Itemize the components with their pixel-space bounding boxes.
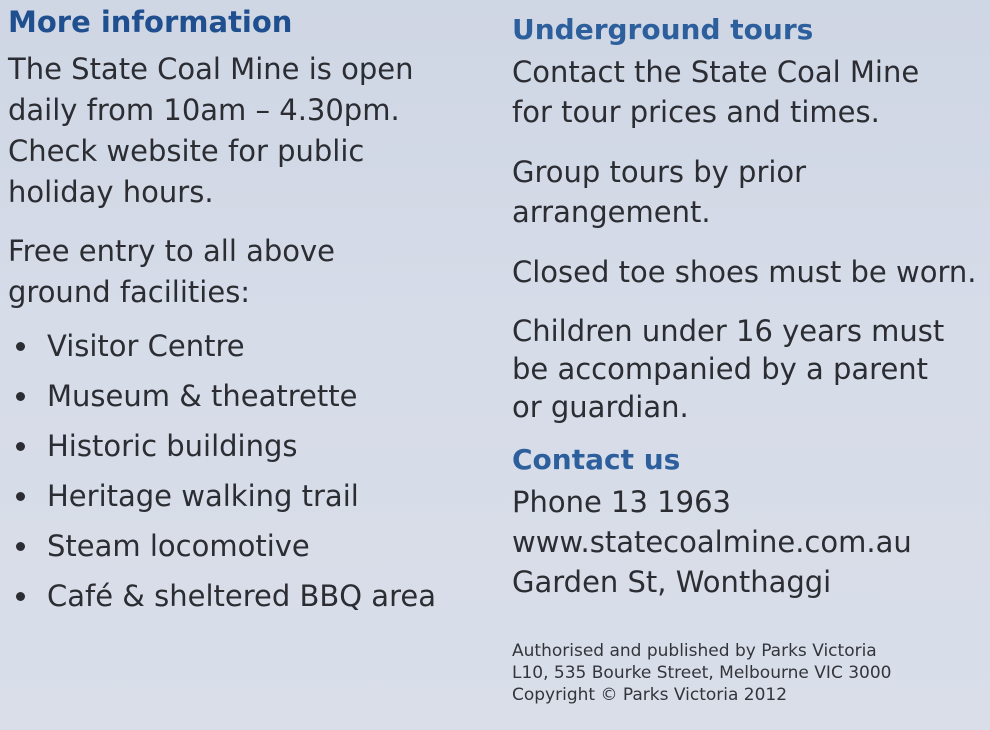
footer-copyright: Copyright © Parks Victoria 2012	[512, 685, 788, 706]
phone-number: Phone 13 1963	[512, 485, 731, 520]
list-item	[8, 571, 478, 621]
free-entry-text: Free entry to all above ground facilities:	[8, 234, 336, 310]
list-item	[8, 521, 478, 571]
children-text: Children under 16 years must be accompanied by a parent or guardian.	[512, 314, 945, 425]
facility-label: Steam locomotive	[47, 529, 310, 564]
footer-authorised: Authorised and published by Parks Victoria	[512, 641, 877, 662]
more-information-section	[8, 6, 478, 621]
list-item	[8, 421, 478, 471]
footer-address: L10, 535 Bourke Street, Melbourne VIC 3000	[512, 663, 892, 684]
shoes-text: Closed toe shoes must be worn.	[512, 255, 977, 290]
bullet-icon	[16, 442, 25, 451]
bullet-icon	[16, 592, 25, 601]
tour-contact-text: Contact the State Coal Mine for tour prices and times.	[512, 55, 920, 130]
contact-us-heading: Contact us	[512, 443, 681, 477]
facilities-list	[8, 321, 478, 621]
address-text: Garden St, Wonthaggi	[512, 565, 832, 600]
tours-and-contact-section	[512, 14, 990, 706]
website-link[interactable]: www.statecoalmine.com.au	[512, 525, 912, 560]
facility-label: Historic buildings	[47, 429, 298, 464]
list-item	[8, 371, 478, 421]
group-tours-text: Group tours by prior arrangement.	[512, 155, 807, 230]
list-item	[8, 321, 478, 371]
opening-hours-text: The State Coal Mine is open daily from 10am – 4.30pm. Check website for public holiday hours.	[8, 52, 414, 210]
more-information-heading: More information	[8, 5, 293, 39]
facility-label: Museum & theatrette	[47, 379, 358, 414]
bullet-icon	[16, 392, 25, 401]
facility-label: Visitor Centre	[47, 329, 245, 364]
facility-label: Café & sheltered BBQ area	[47, 579, 436, 614]
bullet-icon	[16, 492, 25, 501]
list-item	[8, 471, 478, 521]
bullet-icon	[16, 342, 25, 351]
publisher-footer	[512, 640, 990, 706]
bullet-icon	[16, 542, 25, 551]
facility-label: Heritage walking trail	[47, 479, 359, 514]
underground-tours-heading: Underground tours	[512, 13, 814, 46]
